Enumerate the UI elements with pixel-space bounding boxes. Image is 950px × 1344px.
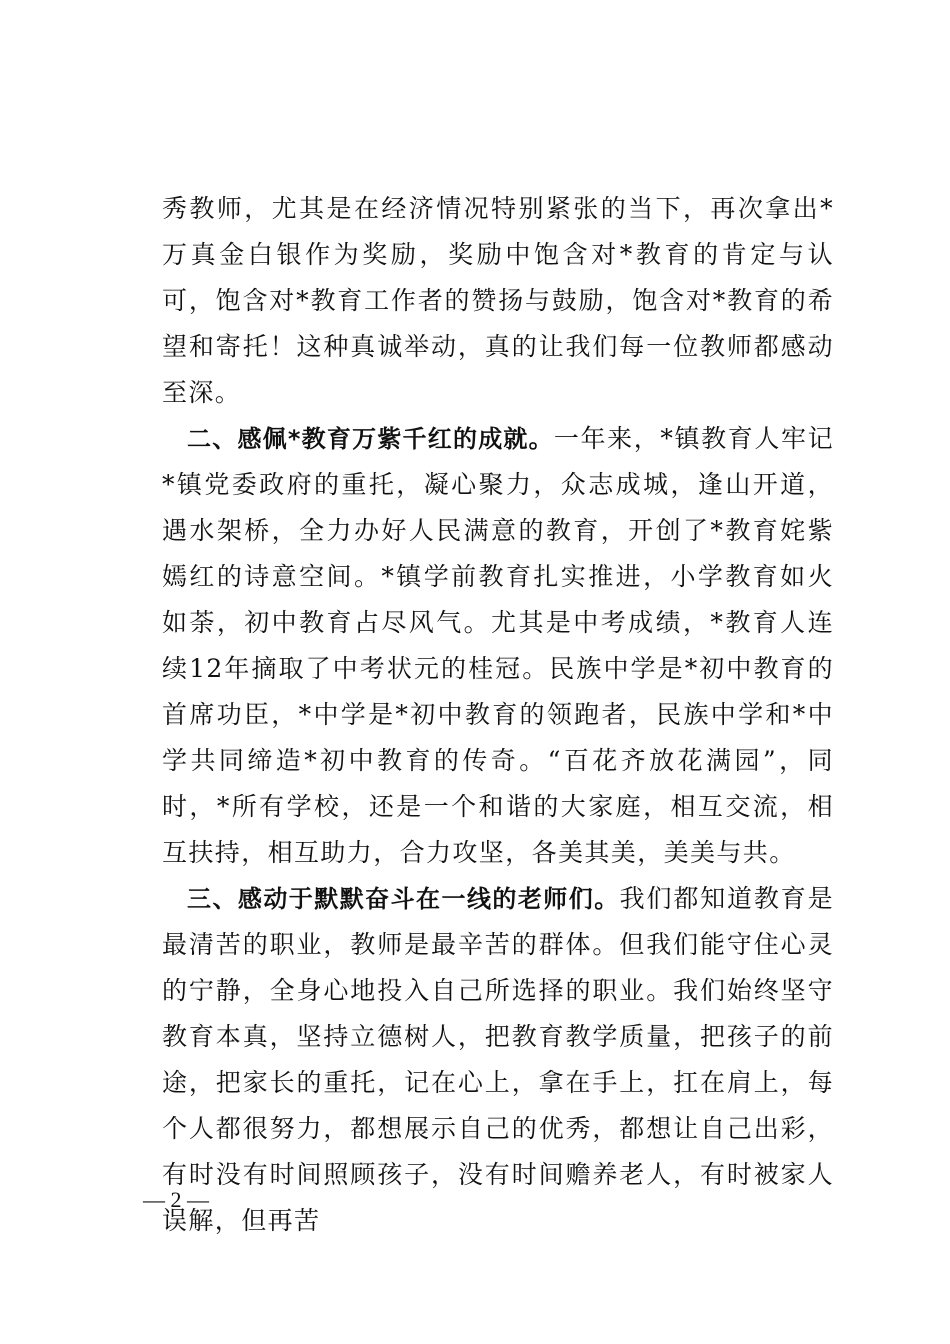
page-number: — 2 — (143, 1187, 209, 1212)
paragraph-section-two (162, 416, 834, 876)
paragraph-section-three (162, 876, 834, 1244)
paragraph-body: 我们都知道教育是最清苦的职业，教师是最辛苦的群体。但我们能守住心灵的宁静，全身心地投入自己所选择的职业。我们始终坚守教育本真，坚持立德树人，把教育教学质量，把孩子的前途，把家长的重托，记在心上，拿在手上，扛在肩上，每个人都很努力，都想展示自己的优秀，都想让自己出彩，有时没有时间照顾孩子，没有时间赡养老人，有时被家人误解，但再苦 (162, 884, 835, 1235)
section-heading: 二、感佩*教育万紫千红的成就。 (187, 425, 554, 453)
section-heading: 三、感动于默默奋斗在一线的老师们。 (187, 885, 620, 913)
paragraph-continuation (162, 186, 834, 416)
paragraph-body: 一年来，*镇教育人牢记*镇党委政府的重托，凝心聚力，众志成城，逢山开道，遇水架桥，全力办好人民满意的教育，开创了*教育姹紫嫣红的诗意空间。*镇学前教育扎实推进，小学教育如火如荼，初中教育占尽风气。尤其是中考成绩，*教育人连续12年摘取了中考状元的桂冠。民族中学是*初中教育的首席功臣，*中学是*初中教育的领跑者，民族中学和*中学共同缔造*初中教育的传奇。“百花齐放花满园”，同时，*所有学校，还是一个和谐的大家庭，相互交流，相互扶持，相互助力，合力攻坚，各美其美，美美与共。 (162, 424, 834, 867)
paragraph-body: 秀教师，尤其是在经济情况特别紧张的当下，再次拿出*万真金白银作为奖励，奖励中饱含对*教育的肯定与认可，饱含对*教育工作者的赞扬与鼓励，饱含对*教育的希望和寄托！这种真诚举动，真的让我们每一位教师都感动至深。 (162, 194, 834, 407)
body-text (162, 186, 834, 1244)
